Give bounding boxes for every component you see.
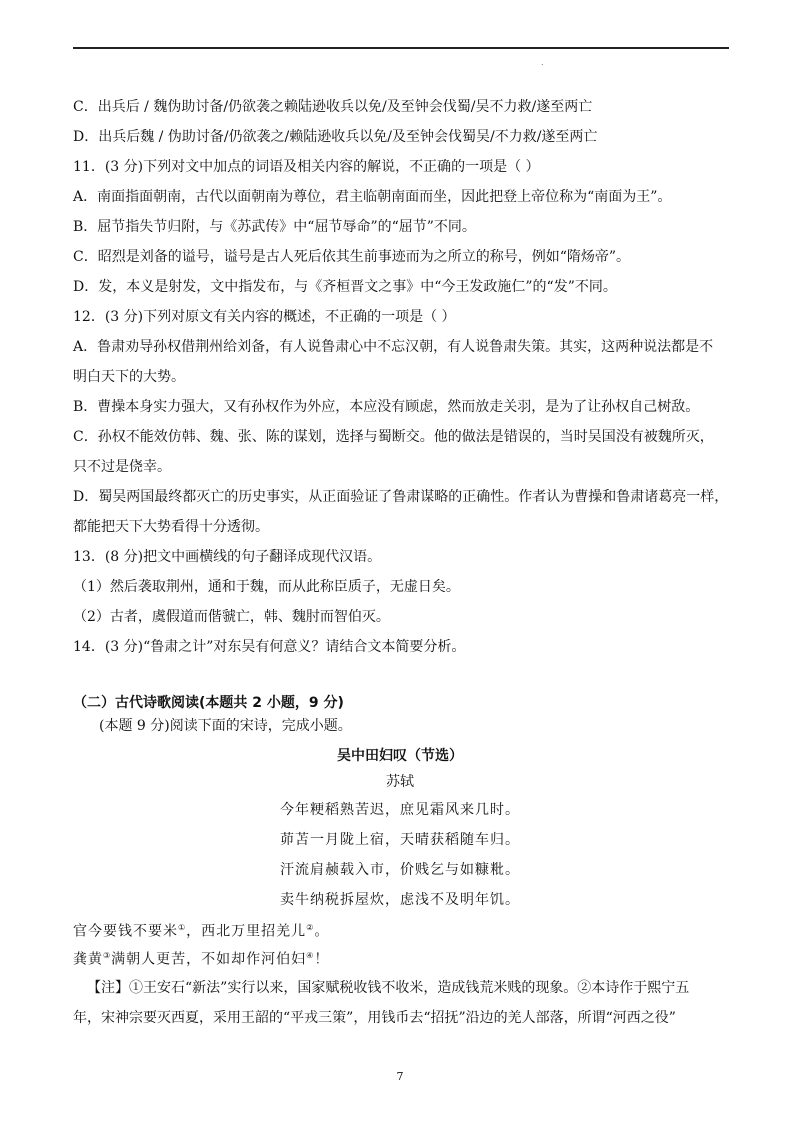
q12-option-c-1: C．孙权不能效仿韩、魏、张、陈的谋划，选择与蜀断交。他的做法是错误的，当时吴国没有被魏所灭， <box>73 429 714 445</box>
q11-option-a: A．南面指面朝南，古代以面朝南为尊位，君主临朝南面而坐，因此把登上帝位称为“南面为王”。 <box>73 189 672 205</box>
q11-stem: 11．(3 分)下列对文中加点的词语及相关内容的解说，不正确的一项是（ ） <box>73 159 540 175</box>
poem-line-3: 汗流肩赪载入市，价贱乞与如糠粃。 <box>280 862 520 878</box>
footnote-marker-2: ② <box>306 923 315 932</box>
option-d: D．出兵后魏 / 伪助讨备/仍欲袭之/赖陆逊收兵以免/及至钟会伐蜀吴/不力救/遂至两亡 <box>73 129 598 145</box>
option-c: C．出兵后 / 魏伪助讨备/仍欲袭之赖陆逊收兵以免/及至钟会伐蜀/吴不力救/遂至两亡 <box>73 99 593 115</box>
poem-line-5 <box>73 918 329 942</box>
q12-option-a-2: 明白天下的大势。 <box>73 369 185 385</box>
footnote-marker-4: ④ <box>306 951 315 960</box>
header-dot: . <box>541 58 544 67</box>
section-heading: （二）古代诗歌阅读(本题共 2 小题，9 分) <box>73 695 344 711</box>
poem-line-2: 茆苫一月陇上宿，天晴获稻随车归。 <box>280 832 520 848</box>
footnote-marker-1: ① <box>178 923 187 932</box>
poem-line-6-part-c: ！ <box>314 951 330 968</box>
poem-line-5-part-b: ，西北万里招羌儿 <box>186 923 307 940</box>
poem-line-5-part-c: 。 <box>314 923 330 940</box>
q12-option-b: B．曹操本身实力强大，又有孙权作为外应，本应没有顾虑，然而放走关羽，是为了让孙权自己树敌。 <box>73 399 700 415</box>
q13-sentence-2: （2）古者，虞假道而偕虢亡，韩、魏肘而智伯灭。 <box>73 609 390 625</box>
poem-author: 苏轼 <box>386 774 414 790</box>
poem-line-6-part-a: 龚黄 <box>73 951 103 968</box>
poem-line-1: 今年粳稻熟苦迟，庶见霜风来几时。 <box>280 802 520 818</box>
q12-stem: 12．(3 分)下列对原文有关内容的概述，不正确的一项是（ ） <box>73 309 456 325</box>
notes-line-1: 【注】①王安石“新法”实行以来，国家赋税收钱不收米，造成钱荒米贱的现象。②本诗作于熙宁五 <box>87 980 690 996</box>
section-intro: (本题 9 分)阅读下面的宋诗，完成小题。 <box>99 718 352 734</box>
poem-line-4: 卖牛纳税拆屋炊，虑浅不及明年饥。 <box>280 892 520 908</box>
q11-option-d: D．发，本义是射发，文中指发布，与《齐桓晋文之事》中“今王发政施仁”的“发”不同。 <box>73 279 617 295</box>
poem-title: 吴中田妇叹（节选） <box>337 748 463 764</box>
q12-option-a-1: A．鲁肃劝导孙权借荆州给刘备，有人说鲁肃心中不忘汉朝，有人说鲁肃失策。其实，这两种说法都是不 <box>73 339 714 355</box>
footnote-marker-3: ③ <box>103 951 112 960</box>
q12-option-c-2: 只不过是侥幸。 <box>73 459 171 475</box>
header-rule <box>73 47 729 49</box>
q12-option-d-1: D．蜀吴两国最终都灭亡的历史事实，从正面验证了鲁肃谋略的正确性。作者认为曹操和鲁肃诸葛亮一样， <box>73 489 729 505</box>
q14-stem: 14．(3 分)“鲁肃之计”对东吴有何意义？请结合文本简要分析。 <box>73 639 466 655</box>
q12-option-d-2: 都能把天下大势看得十分透彻。 <box>73 519 269 535</box>
q13-stem: 13．(8 分)把文中画横线的句子翻译成现代汉语。 <box>73 549 382 565</box>
page-number: 7 <box>396 1070 404 1083</box>
poem-line-5-part-a: 官今要钱不要米 <box>73 923 178 940</box>
q11-option-c: C．昭烈是刘备的谥号，谥号是古人死后依其生前事迹而为之所立的称号，例如“隋炀帝”。 <box>73 249 631 265</box>
q13-sentence-1: （1）然后袭取荆州，通和于魏，而从此称臣质子，无虚日矣。 <box>73 579 460 595</box>
q11-option-b: B．屈节指失节归附，与《苏武传》中“屈节辱命”的“屈节”不同。 <box>73 219 476 235</box>
poem-line-6 <box>73 946 329 970</box>
poem-line-6-part-b: 满朝人更苦，不如却作河伯妇 <box>111 951 307 968</box>
notes-line-2: 年，宋神宗要灭西夏，采用王韶的“平戎三策”，用钱币去“招抚”沿边的羌人部落，所谓“河西之役” <box>73 1010 676 1026</box>
